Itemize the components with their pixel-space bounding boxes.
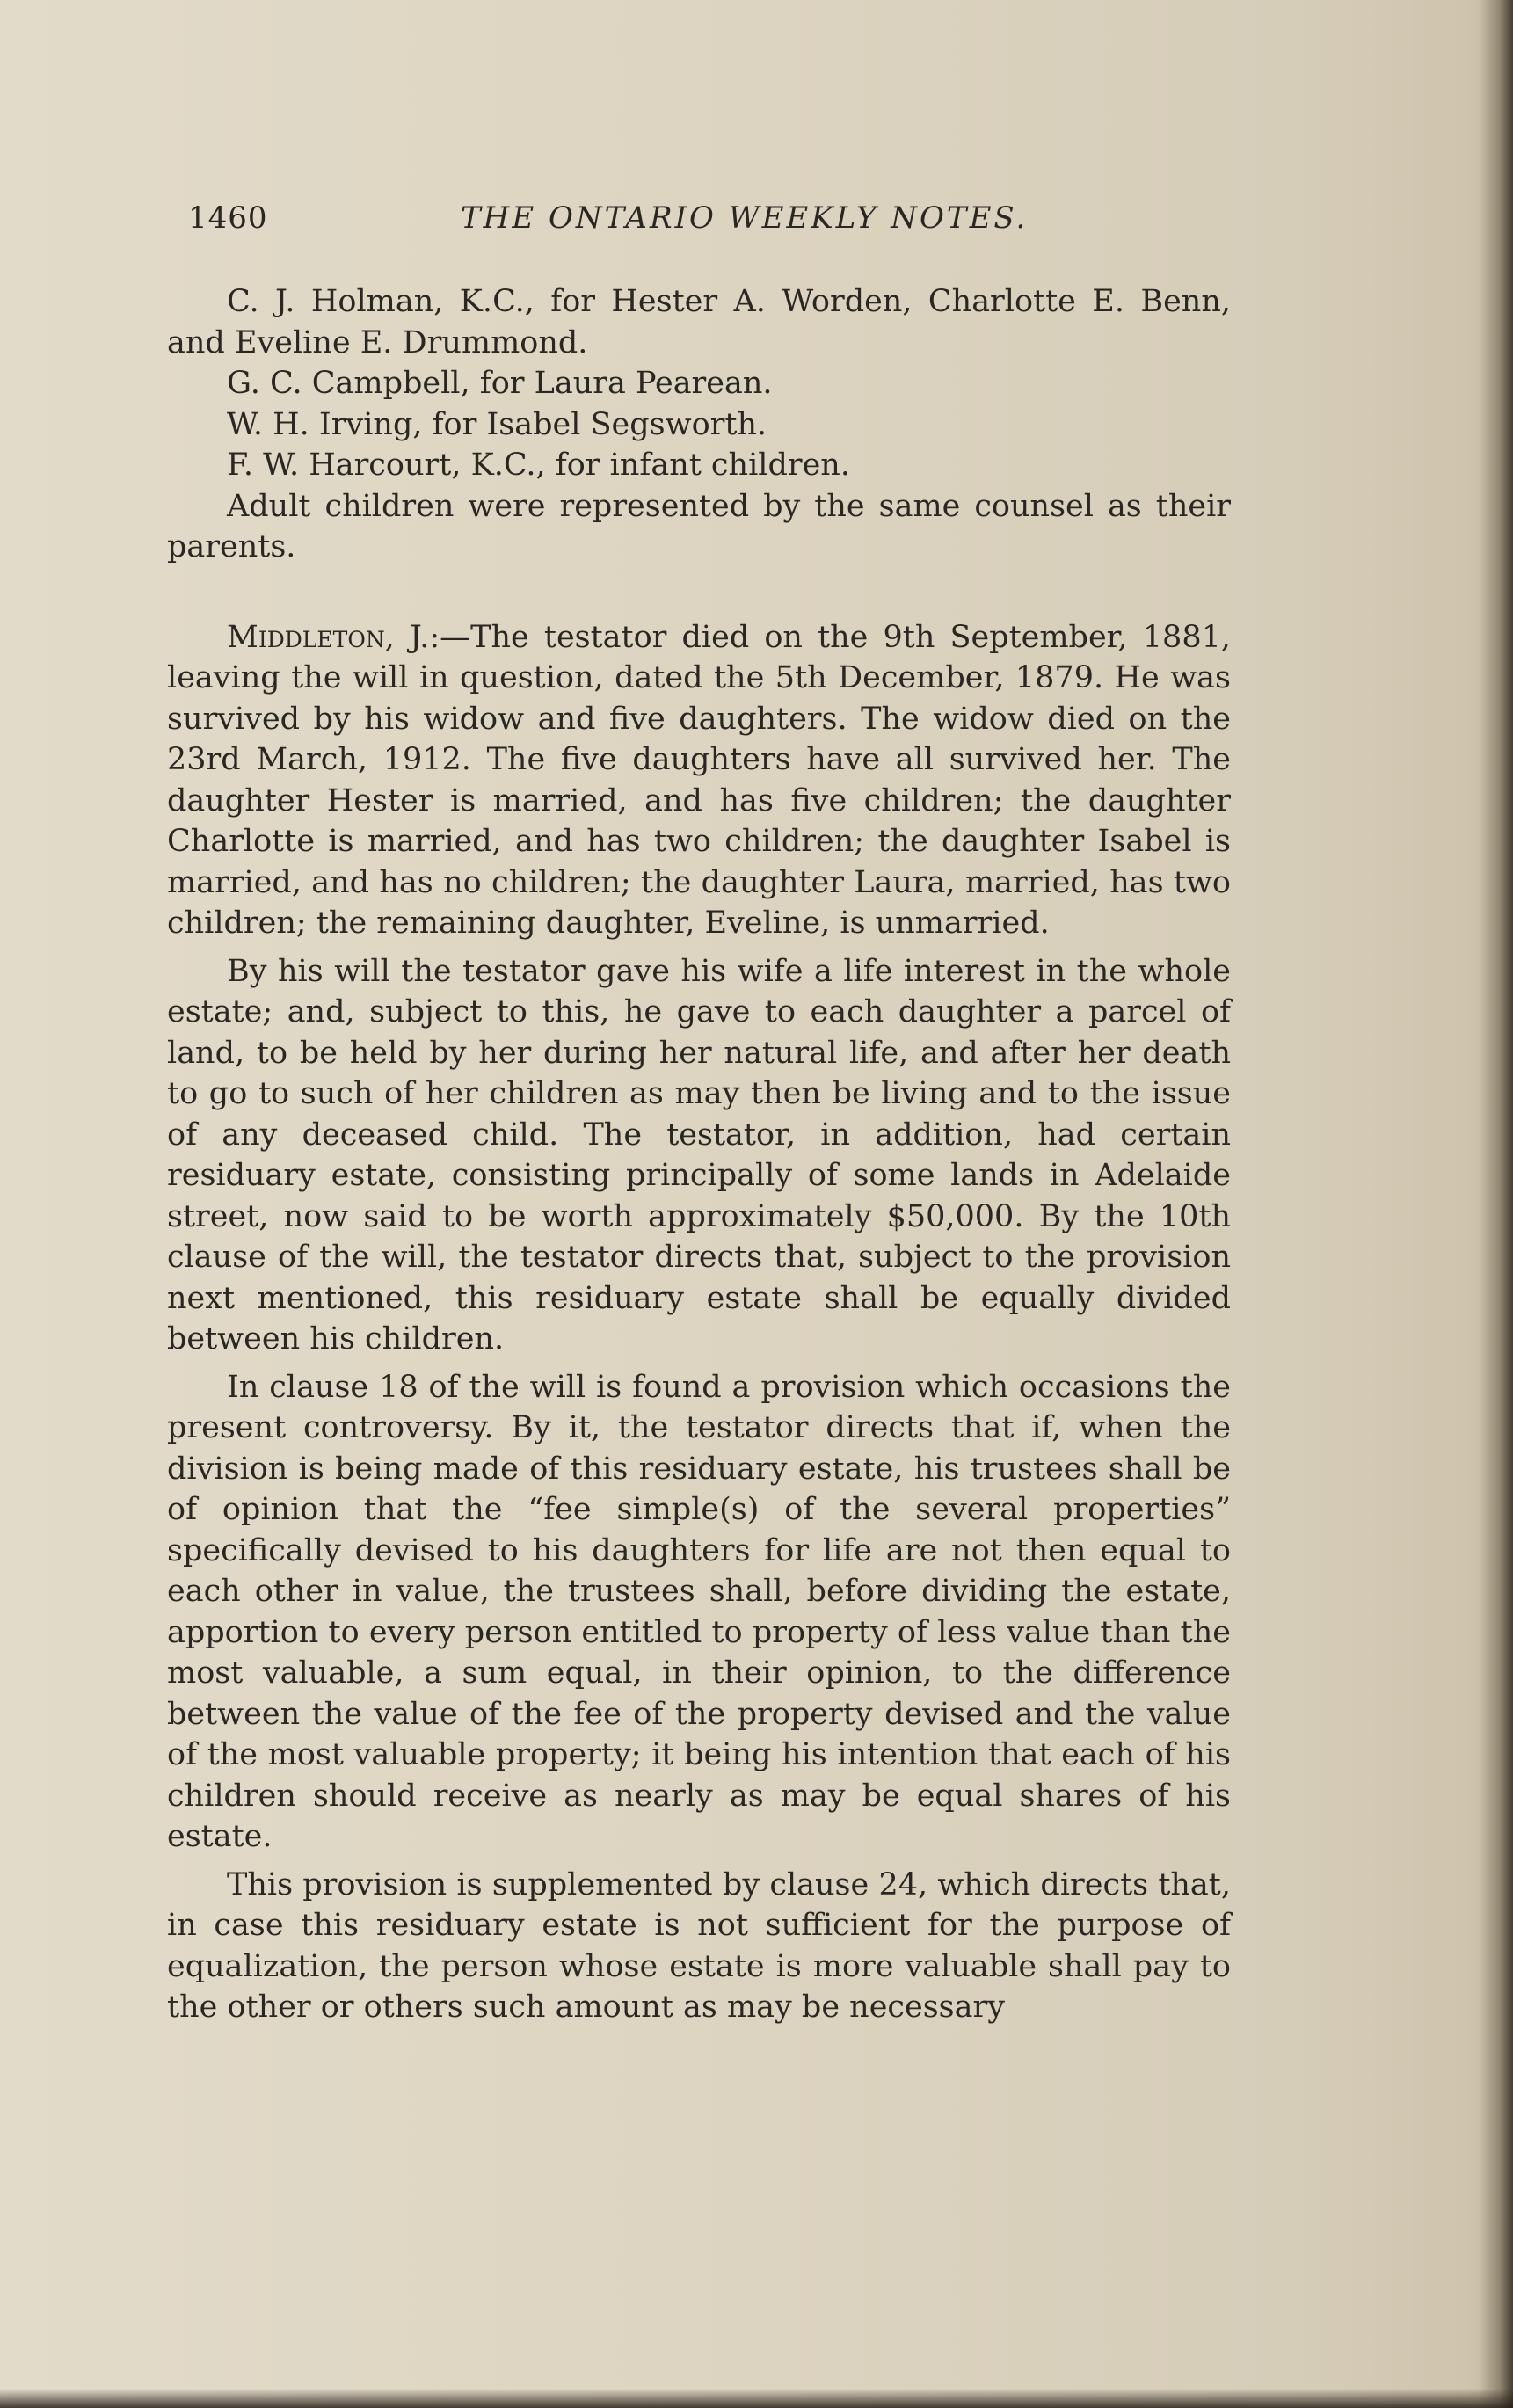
judgment-paragraph: In clause 18 of the will is found a provision which occasions the present controversy. By it, the testator directs that if, when the division is being made of this residuary estate, his trustees shall be of opinion that the “fee simple(s) of the several properties” specifically devised to his daughters for life are not then equal to each other in value, the trustees shall, before dividing the estate, apportion to every person entitled to property of less value than the most valuable, a sum equal, in their opinion, to the difference between the value of the fee of the property devised and the value of the most valuable property; it being his intention that each of his children should receive as nearly as may be equal shares of his estate.: [167, 1369, 1231, 1854]
journal-title: THE ONTARIO WEEKLY NOTES.: [461, 200, 1029, 236]
judgment-opening-text: :—The testator died on the 9th September, 1881, leaving the will in question, dated the 5th December, 1879. He was survived by his widow and five daughters. The widow died on the 23rd March, 1912. The five daughters have all survived her. The daughter Hester is married, and has five children; the daughter Charlotte is married, and has two children; the daughter Isabel is married, and has no children; the daughter Laura, married, has two children; the remaining daughter, Eveline, is unmarried.: [167, 619, 1231, 941]
judgment-paragraph: This provision is supplemented by clause 24, which directs that, in case this residuary estate is not sufficient for the purpose of equalization, the person whose estate is more valuable shall pay to the other or others such amount as may be necessary: [167, 1866, 1231, 2025]
page-bottom-edge: [0, 2389, 1513, 2408]
counsel-note: Adult children were represented by the same counsel as their parents.: [167, 488, 1231, 564]
counsel-line: F. W. Harcourt, K.C., for infant children.: [227, 447, 850, 483]
book-spine-shadow: [1480, 0, 1513, 2408]
counsel-line: G. C. Campbell, for Laura Pearean.: [227, 366, 773, 401]
page-number: 1460: [188, 200, 268, 236]
section-gap: [167, 568, 1231, 617]
counsel-line: C. J. Holman, K.C., for Hester A. Worden, Charlotte E. Benn, and Eveline E. Drummond.: [167, 284, 1231, 360]
running-head: [188, 200, 1243, 250]
counsel-line: W. H. Irving, for Isabel Segsworth.: [227, 406, 767, 442]
judgment-paragraph: By his will the testator gave his wife a life interest in the whole estate; and, subject to this, he gave to each daughter a parcel of land, to be held by her during her natural life, and after her death to go to such of her children as may then be living and to the issue of any deceased child. The testator, in addition, had certain residuary estate, consisting principally of some lands in Adelaide street, now said to be worth approximately $50,000. By the 10th clause of the will, the testator directs that, subject to the provision next mentioned, this residuary estate shall be equally divided between his children.: [167, 953, 1231, 1357]
judgment-opening-paragraph: [167, 617, 1231, 944]
page-body: [167, 281, 1231, 2028]
judge-name: Middleton, J.: [227, 619, 430, 655]
